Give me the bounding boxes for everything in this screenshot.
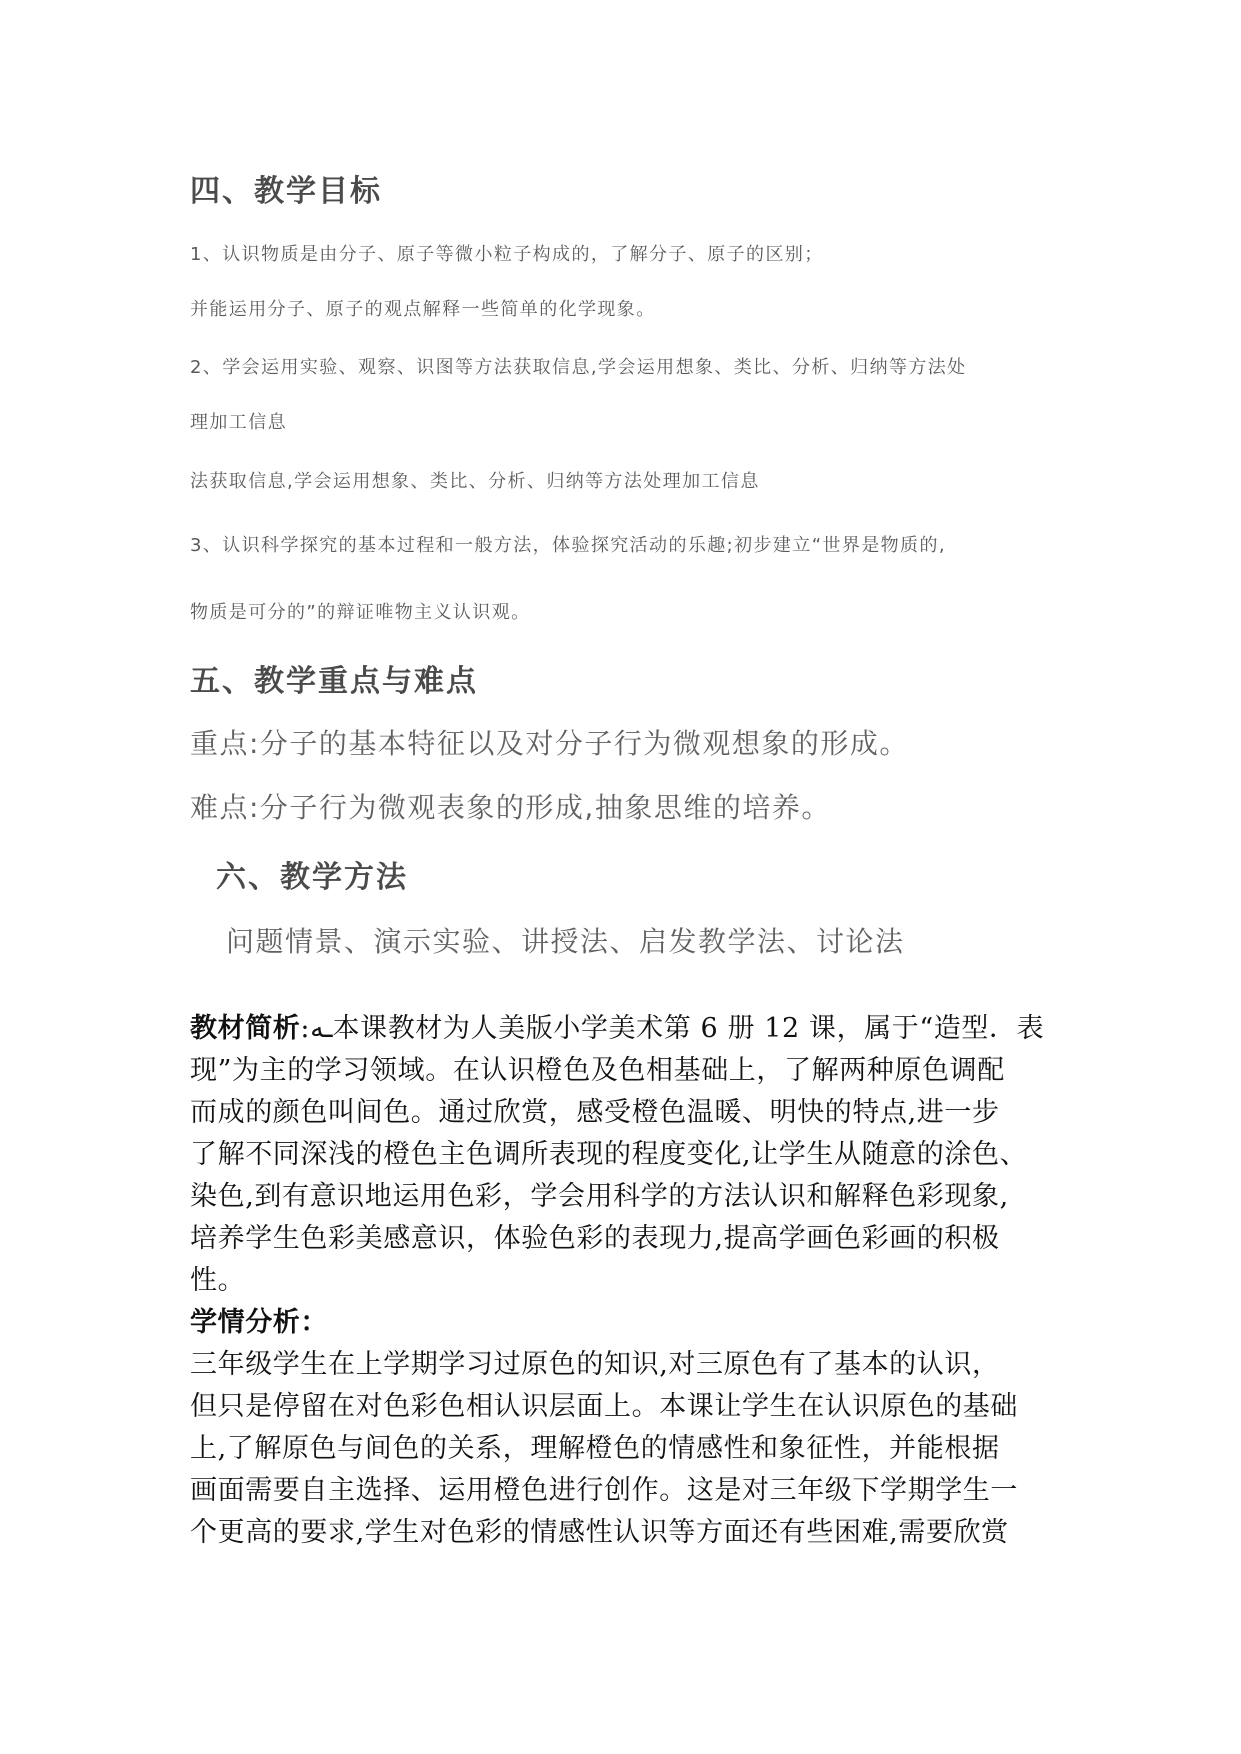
key-point: 重点:分子的基本特征以及对分子行为微观想象的形成。 [190,727,909,760]
section-4-line-3: 2、学会运用实验、观察、识图等方法获取信息,学会运用想象、类比、分析、归纳等方法处 [190,357,967,378]
teaching-methods: 问题情景、演示实验、讲授法、启发教学法、讨论法 [226,925,905,958]
section-4-line-1: 1、认识物质是由分子、原子等微小粒子构成的，了解分子、原子的区别； [190,244,824,265]
section-6-heading: 六、教学方法 [216,860,408,895]
students-line-3: 上,了解原色与间色的关系，理解橙色的情感性和象征性，并能根据 [190,1433,1000,1464]
textbook-analysis [190,1008,1070,1302]
textbook-label: 教材简析 [190,1013,301,1044]
section-4-heading: 四、教学目标 [190,174,382,209]
students-line-2: 但只是停留在对色彩色相认识层面上。本课让学生在认识原色的基础 [190,1391,1018,1422]
students-label: 学情分析： [190,1307,328,1338]
textbook-line-7: 性。 [190,1265,246,1296]
textbook-line-6: 培养学生色彩美感意识，体验色彩的表现力,提高学画色彩画的积极 [190,1223,1000,1254]
students-line-5: 个更高的要求,学生对色彩的情感性认识等方面还有些困难,需要欣赏 [190,1517,1009,1548]
textbook-line-5: 染色,到有意识地运用色彩，学会用科学的方法认识和解释色彩现象, [190,1181,1009,1212]
textbook-line-4: 了解不同深浅的橙色主色调所表现的程度变化,让学生从随意的涂色、 [190,1139,1028,1170]
student-analysis [190,1302,1070,1554]
section-5-heading: 五、教学重点与难点 [190,664,478,699]
section-4-line-2: 并能运用分子、原子的观点解释一些简单的化学现象。 [190,299,656,320]
section-4-line-6: 3、认识科学探究的基本过程和一般方法，体验探究活动的乐趣;初步建立“世界是物质的, [190,535,946,556]
students-line-4: 画面需要自主选择、运用橙色进行创作。这是对三年级下学期学生一 [190,1475,1018,1506]
textbook-text-1: :ـه本课教材为人美版小学美术第 6 册 12 课，属于“造型．表 [300,1013,1045,1044]
textbook-line-3: 而成的颜色叫间色。通过欣赏，感受橙色温暖、明快的特点,进一步 [190,1097,1000,1128]
section-4-line-7: 物质是可分的”的辩证唯物主义认识观。 [190,602,531,623]
textbook-line-1 [190,1008,1070,1050]
section-4-line-4: 理加工信息 [190,412,287,433]
students-line-1: 三年级学生在上学期学习过原色的知识,对三原色有了基本的认识， [190,1349,1000,1380]
section-4-line-5: 法获取信息,学会运用想象、类比、分析、归纳等方法处理加工信息 [190,471,760,492]
difficulty-point: 难点:分子行为微观表象的形成,抽象思维的培养。 [190,791,831,824]
textbook-line-2: 现”为主的学习领域。在认识橙色及色相基础上，了解两种原色调配 [190,1055,1005,1086]
